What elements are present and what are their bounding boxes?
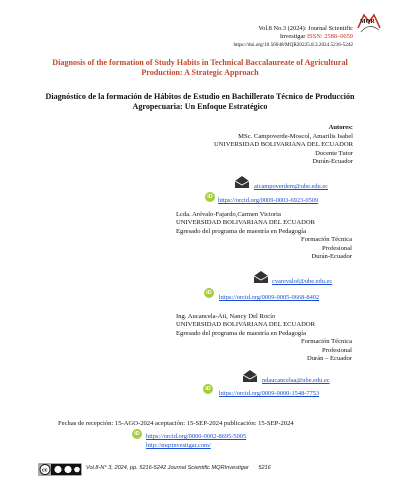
journal-orcid-link[interactable]: https://orcid.org/0000-0002-8695-5005 <box>146 433 247 440</box>
orcid-icon: iD <box>203 384 213 394</box>
reception-dates: Fechas de recepción: 15-AGO-2024 aceptación: 15-SEP-2024 publicación: 15-SEP-2024 <box>58 420 294 427</box>
author3-email-link[interactable]: ndaucancelaa@ube.edu.ec <box>262 377 330 384</box>
author1-block <box>214 133 353 167</box>
mqr-logo-icon <box>355 10 383 36</box>
author2-block <box>176 211 352 261</box>
author3-line1: Egresado del programa de maestría en Pedagogía <box>176 329 306 337</box>
author2-location: Durán-Ecuador <box>311 253 352 261</box>
footer-citation: Vol.8-N° 3, 2024, pp. 5216-5242 Journal Scientific MQRInvestigar <box>86 465 249 471</box>
page-number: 5216 <box>258 465 271 471</box>
authors-label: Autores: <box>328 124 353 131</box>
doi-link[interactable]: https://doi.org/10.56048/MQR20225.8.3.2024.5216-5242 <box>233 42 353 49</box>
author2-line3: Profesional <box>321 244 352 252</box>
issn-line: Investigar ISSN: 2588–0659 <box>279 33 353 41</box>
author1-institution: UNIVERSIDAD BOLIVARIANA DEL ECUADOR <box>213 141 353 149</box>
author1-email-link[interactable]: aicampoverdem@ube.edu.ec <box>254 183 329 190</box>
issn: ISSN: 2588–0659 <box>307 33 353 41</box>
author1-location: Durán-Ecuador <box>312 158 353 166</box>
author3-line2: Formación Técnica <box>301 338 352 346</box>
author3-name: Ing. Aucancela-Ati, Nancy Del Rocío <box>176 313 276 320</box>
author2-name: Lcda. Arévalo-Fajardo,Carmen Victoria <box>176 211 281 218</box>
author1-role: Docente Tutor <box>315 149 353 157</box>
logo-text: MQR <box>360 19 375 25</box>
author2-line1: Egresado del programa de maestría en Pedagogía <box>176 227 306 235</box>
creative-commons-icon <box>38 463 82 476</box>
orcid-icon: iD <box>204 288 214 298</box>
author2-line2: Formación Técnica <box>301 236 352 244</box>
author3-institution: UNIVERSIDAD BOLIVARIANA DEL ECUADOR <box>176 321 316 329</box>
author1-name: MSc. Campoverde-Moscol, Amarilis Isabel <box>238 133 353 140</box>
author3-orcid-link[interactable]: https://orcid.org/0009-0000-1548-7753 <box>219 390 320 397</box>
author3-line3: Profesional <box>321 346 352 354</box>
cc-text: cc <box>42 467 48 474</box>
journal-volume-line: Vol.8 No.3 (2024): Journal Scientific <box>258 25 353 32</box>
orcid-icon: iD <box>205 192 215 202</box>
page-footer <box>38 463 358 477</box>
journal-website-link[interactable]: http://mqrinvestigar.com/ <box>146 442 211 449</box>
email-icon <box>240 368 260 383</box>
journal-header <box>233 25 353 50</box>
author2-institution: UNIVERSIDAD BOLIVARIANA DEL ECUADOR <box>176 219 316 227</box>
author1-orcid-link[interactable]: https://orcid.org/0009-0003-6923-0509 <box>218 197 319 204</box>
author3-block <box>176 313 352 363</box>
orcid-icon: iD <box>132 429 142 439</box>
author2-orcid-link[interactable]: https://orcid.org/0009-0005-0668-8402 <box>219 294 320 301</box>
title-english: Diagnosis of the formation of Study Habits in Technical Baccalaureate of Agricultural Production: A Strategic Approach <box>52 58 348 78</box>
author2-email-link[interactable]: cvarevalof@ube.edu.ec <box>272 278 333 285</box>
author3-location: Durán – Ecuador <box>306 355 352 363</box>
title-spanish: Diagnóstico de la formación de Hábitos de Estudio en Bachillerato Técnico de Producción Agropecuaria: Un Enfoque Estratégico <box>45 92 355 112</box>
email-icon <box>251 269 271 284</box>
email-icon <box>232 174 252 189</box>
